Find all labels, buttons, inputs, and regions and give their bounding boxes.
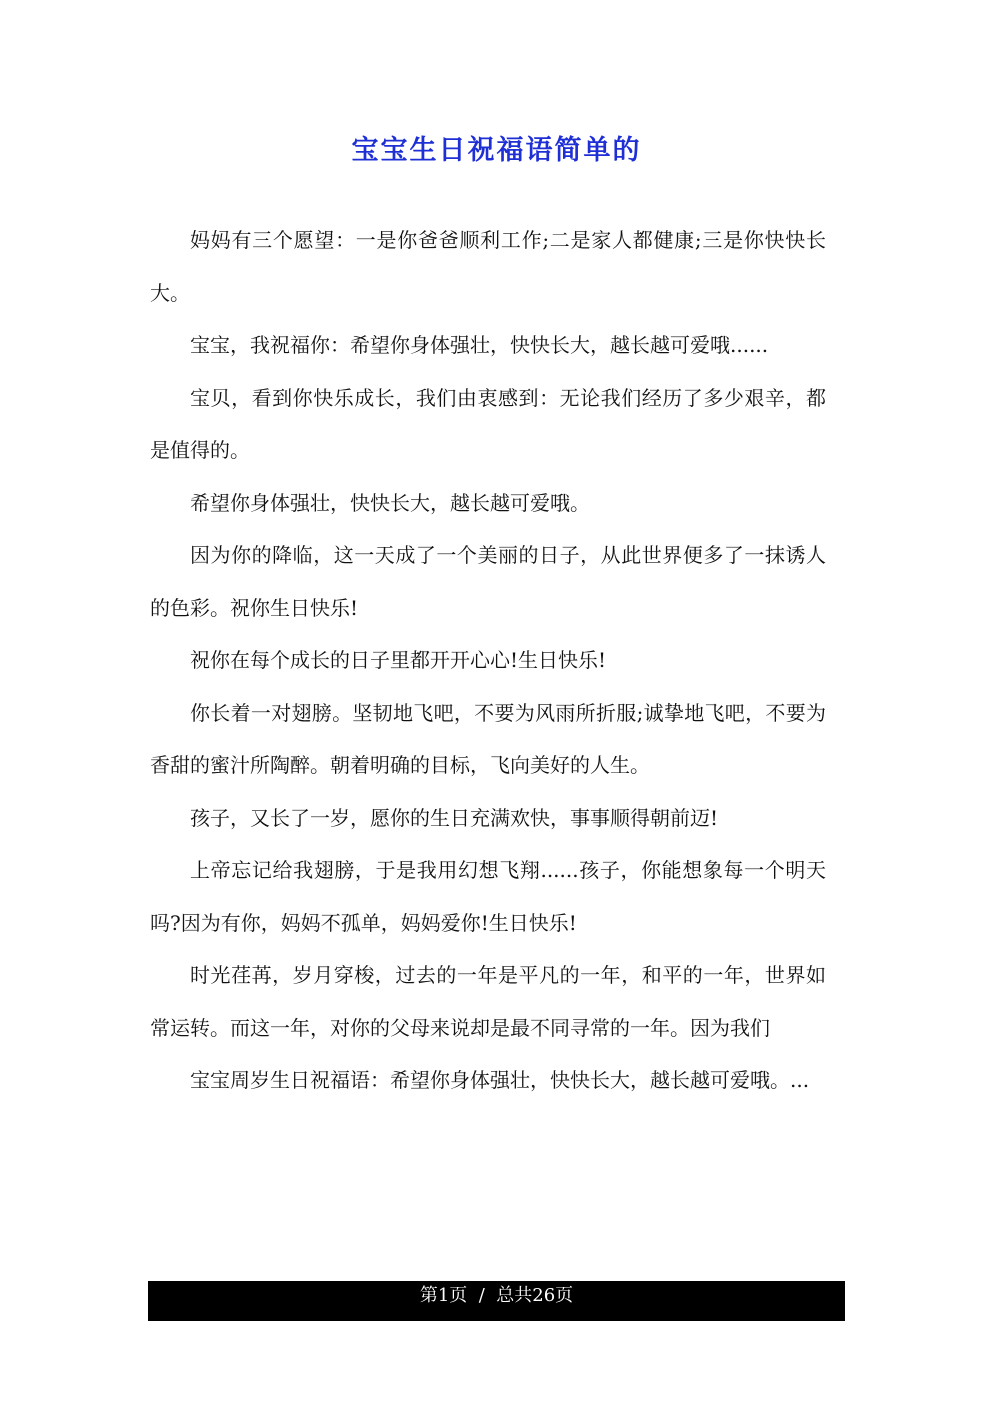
paragraph-6: 祝你在每个成长的日子里都开开心心!生日快乐!	[190, 648, 607, 672]
document-body	[150, 214, 826, 1107]
paragraph-9: 上帝忘记给我翅膀，于是我用幻想飞翔......孩子，你能想象每一个明天吗?因为有你，妈妈不孤单，妈妈爱你!生日快乐!	[150, 858, 826, 935]
paragraph-1: 妈妈有三个愿望：一是你爸爸顺利工作;二是家人都健康;三是你快快长大。	[150, 228, 826, 305]
paragraph-11: 宝宝周岁生日祝福语：希望你身体强壮，快快长大，越长越可爱哦。...	[190, 1068, 810, 1092]
paragraph-5: 因为你的降临，这一天成了一个美丽的日子，从此世界便多了一抹诱人的色彩。祝你生日快乐!	[150, 543, 826, 620]
paragraph-7: 你长着一对翅膀。坚韧地飞吧，不要为风雨所折服;诚挚地飞吧，不要为香甜的蜜汁所陶醉。朝着明确的目标，飞向美好的人生。	[150, 700, 826, 777]
page-footer	[148, 1281, 845, 1321]
paragraph-10: 时光荏苒，岁月穿梭，过去的一年是平凡的一年，和平的一年，世界如常运转。而这一年，对你的父母来说却是最不同寻常的一年。因为我们	[150, 963, 826, 1040]
paragraph-8: 孩子，又长了一岁，愿你的生日充满欢快，事事顺得朝前迈!	[190, 805, 719, 830]
document-title: 宝宝生日祝福语简单的	[351, 135, 642, 166]
page-number-label: 第1页 / 总共26页	[419, 1285, 574, 1306]
paragraph-3: 宝贝，看到你快乐成长，我们由衷感到：无论我们经历了多少艰辛，都是值得的。	[150, 385, 826, 462]
paragraph-2: 宝宝，我祝福你：希望你身体强壮，快快长大，越长越可爱哦......	[190, 333, 769, 357]
paragraph-4: 希望你身体强壮，快快长大，越长越可爱哦。	[190, 490, 590, 515]
